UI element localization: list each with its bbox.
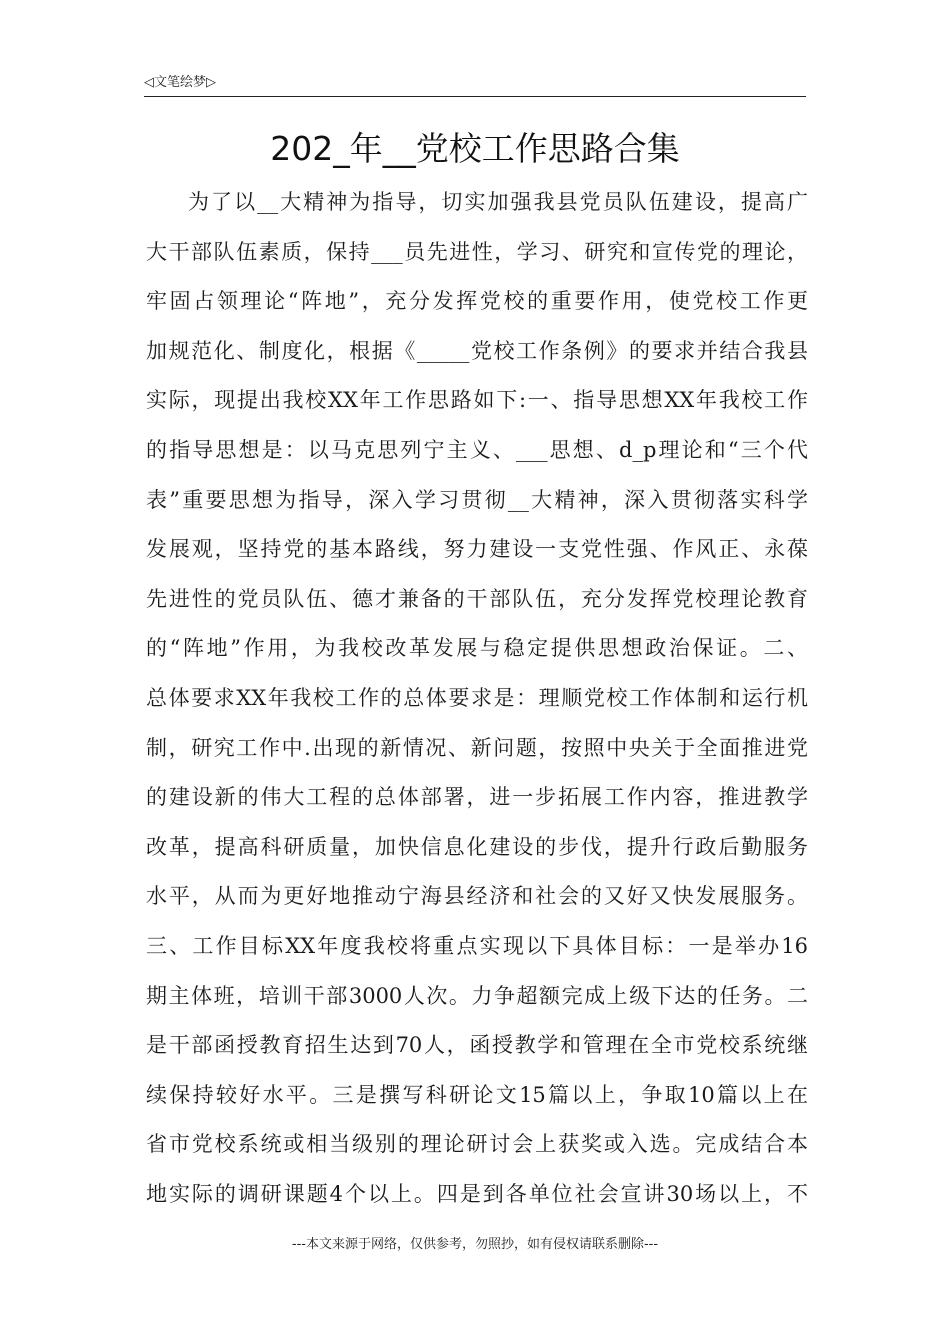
body-line-19: 续保持较好水平。三是撰写科研论文15篇以上，争取10篇以上在: [146, 1082, 808, 1107]
footer-disclaimer: ---本文来源于网络，仅供参考，勿照抄，如有侵权请联系删除---: [291, 1237, 659, 1252]
body-line-20: 省市党校系统或相当级别的理论研讨会上获奖或入选。完成结合本: [146, 1132, 808, 1157]
document-body: [146, 178, 808, 1219]
body-line-2: 大干部队伍素质，保持___员先进性，学习、研究和宣传党的理论，: [146, 239, 808, 264]
body-line-12: 制，研究工作中.出现的新情况、新问题，按照中央关于全面推进党: [146, 735, 808, 760]
body-line-14: 改革，提高科研质量，加快信息化建设的步伐，提升行政后勤服务: [146, 834, 808, 859]
body-line-21: 地实际的调研课题4个以上。四是到各单位社会宣讲30场以上，不: [146, 1181, 808, 1206]
body-line-8: 发展观，坚持党的基本路线，努力建设一支党性强、作风正、永葆: [146, 537, 808, 562]
body-line-11: 总体要求XX年我校工作的总体要求是：理顺党校工作体制和运行机: [146, 685, 808, 710]
body-line-5: 实际，现提出我校XX年工作思路如下:一、指导思想XX年我校工作: [146, 388, 808, 413]
body-line-13: 的建设新的伟大工程的总体部署，进一步拓展工作内容，推进教学: [146, 785, 808, 810]
body-line-18: 是干部函授教育招生达到70人，函授教学和管理在全市党校系统继: [146, 1033, 808, 1058]
body-line-9: 先进性的党员队伍、德才兼备的干部队伍，充分发挥党校理论教育: [146, 586, 808, 611]
body-line-16: 三、工作目标XX年度我校将重点实现以下具体目标：一是举办16: [146, 933, 808, 958]
document-title: 202_年__党校工作思路合集: [270, 129, 680, 168]
body-line-4: 加规范化、制度化，根据《_____党校工作条例》的要求并结合我县: [146, 338, 808, 363]
body-line-10: 的“阵地”作用，为我校改革发展与稳定提供思想政治保证。二、: [146, 636, 808, 661]
header-brand: ◁文笔绘梦▷: [144, 75, 216, 90]
body-line-6: 的指导思想是：以马克思列宁主义、___思想、d_p理论和“三个代: [146, 437, 808, 462]
body-line-15: 水平，从而为更好地推动宁海县经济和社会的又好又快发展服务。: [146, 884, 808, 909]
header-divider: [144, 96, 806, 97]
body-line-17: 期主体班，培训干部3000人次。力争超额完成上级下达的任务。二: [146, 983, 808, 1008]
body-line-7: 表”重要思想为指导，深入学习贯彻__大精神，深入贯彻落实科学: [146, 487, 808, 512]
body-line-3: 牢固占领理论“阵地”，充分发挥党校的重要作用，使党校工作更: [146, 289, 808, 314]
body-line-1: 为了以__大精神为指导，切实加强我县党员队伍建设，提高广: [188, 190, 808, 214]
